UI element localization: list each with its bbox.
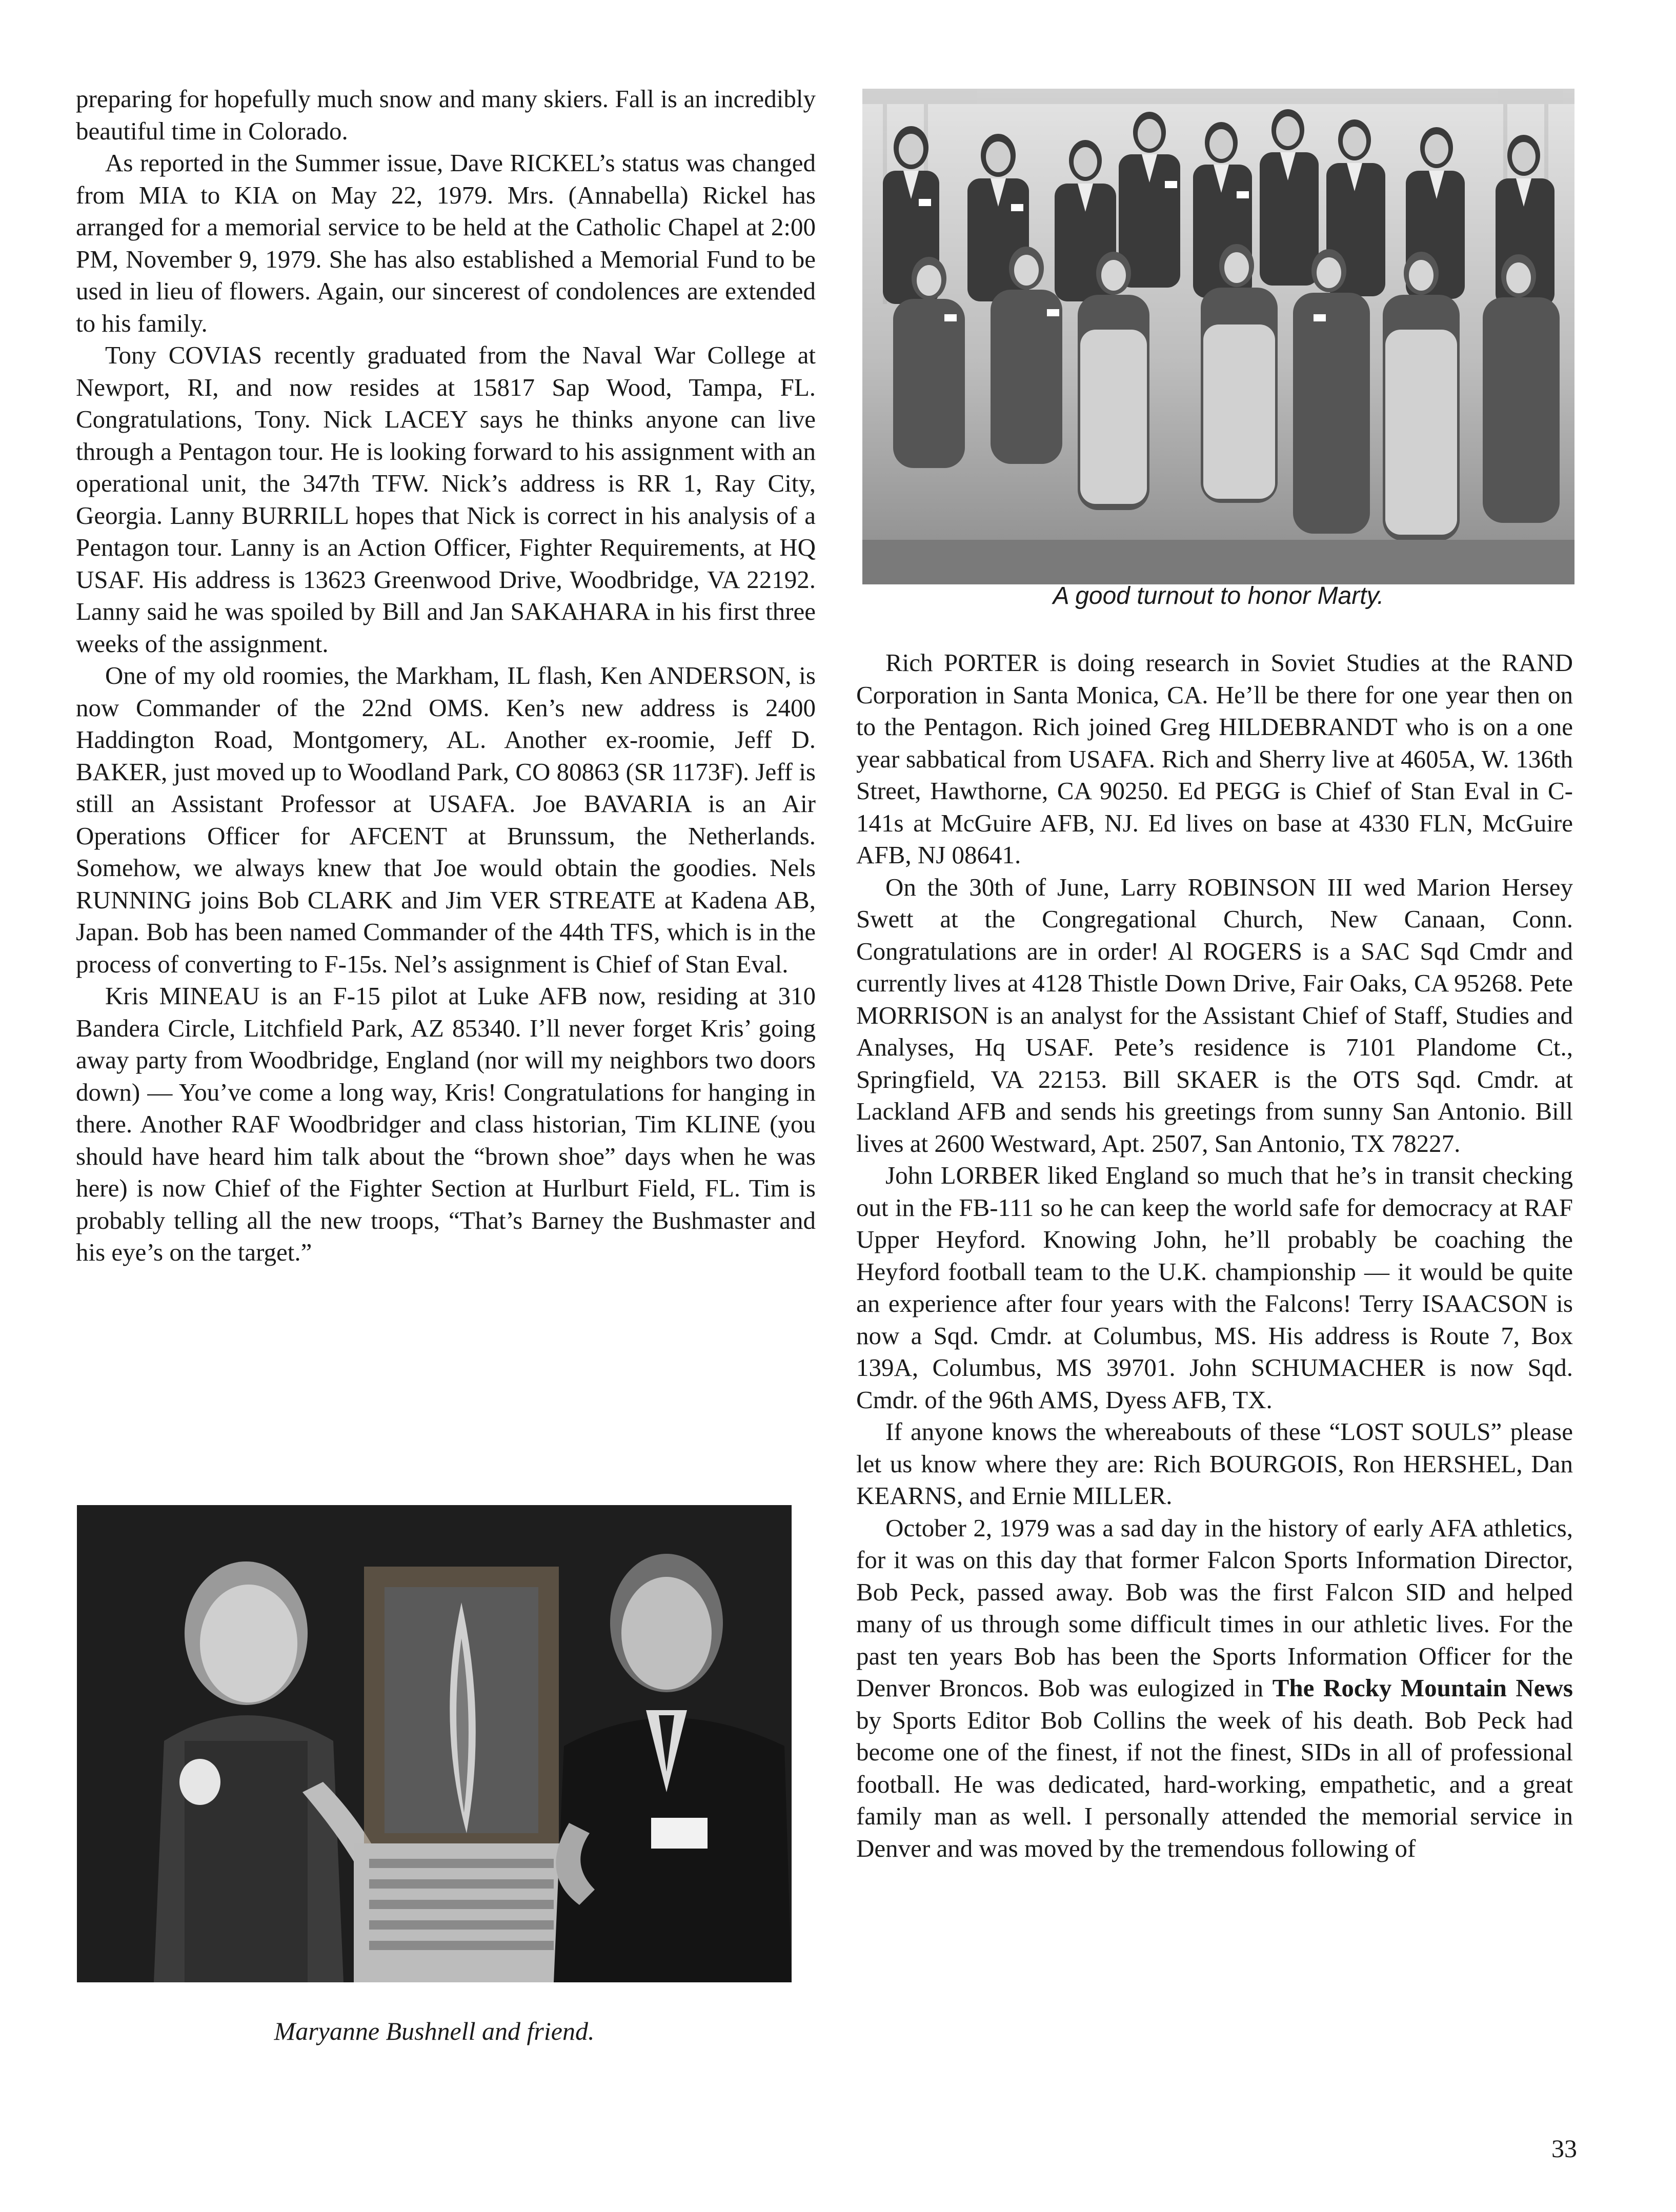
paragraph-text: by Sports Editor Bob Collins the week of his death. Bob Peck had become one of the finest, if not the finest, SIDs in all of professional football. He was dedicated, hard-working, empathetic, and a great family man as well. I personally attended the memorial service in Denver and was moved by the tremendous following of [856, 1706, 1573, 1862]
group-photo [862, 89, 1574, 584]
trophy-photo-image [77, 1505, 792, 1982]
trophy-photo [77, 1505, 792, 1982]
paragraph: preparing for hopefully much snow and many skiers. Fall is an incredibly beautiful time in Colorado. [76, 85, 816, 145]
paragraph: If anyone knows the whereabouts of these “LOST SOULS” please let us know where they are: Rich BOURGOIS, Ron HERSHEL, Dan KEARNS, and Ernie MILLER. [856, 1417, 1573, 1510]
paragraph-bob-peck [856, 1512, 1573, 1865]
right-column-text [856, 647, 1573, 1864]
newspaper-title: The Rocky Mountain News [1272, 1674, 1573, 1702]
group-photo-caption: A good turnout to honor Marty. [1053, 582, 1384, 610]
paragraph: On the 30th of June, Larry ROBINSON III wed Marion Hersey Swett at the Congregational Church, New Canaan, Conn. Congratulations are in order! Al ROGERS is a SAC Sqd Cmdr and currently lives at 4128 Thistle Down Drive, Fair Oaks, CA 95268. Pete MORRISON is an analyst for the Assistant Chief of Staff, Studies and Analyses, Hq USAF. Pete’s residence is 7101 Plandome Ct., Springfield, VA 22153. Bill SKAER is the OTS Sqd. Cmdr. at Lackland AFB and sends his greetings from sunny San Antonio. Bill lives at 2600 Westward, Apt. 2507, San Antonio, TX 78227. [856, 872, 1573, 1158]
paragraph: As reported in the Summer issue, Dave RICKEL’s status was changed from MIA to KIA on May 22, 1979. Mrs. (Annabella) Rickel has arranged for a memorial service to be held at the Catholic Chapel at 2:00 PM, November 9, 1979. She has also established a Memorial Fund to be used in lieu of flowers. Again, our sincerest of condolences are extended to his family. [76, 149, 816, 337]
paragraph: Kris MINEAU is an F-15 pilot at Luke AFB now, residing at 310 Bandera Circle, Litchfield Park, AZ 85340. I’ll never forget Kris’ going away party from Woodbridge, England (nor will my neighbors two doors down) — You’ve come a long way, Kris! Congratulations for hanging in there. Another RAF Woodbridger and class historian, Tim KLINE (you should have heard him talk about the “brown shoe” days when he was here) is now Chief of the Fighter Section at Hurlburt Field, FL. Tim is probably telling all the new troops, “That’s Barney the Bushmaster and his eye’s on the target.” [76, 982, 816, 1266]
paragraph: John LORBER liked England so much that he’s in transit checking out in the FB-111 so he can keep the world safe for democracy at RAF Upper Heyford. Knowing John, he’ll probably be coaching the Heyford football team to the U.K. championship — it would be quite an experience after four years with the Falcons! Terry ISAACSON is now a Sqd. Cmdr. at Columbus, MS. His address is Route 7, Box 139A, Columbus, MS 39701. John SCHUMACHER is now Sqd. Cmdr. of the 96th AMS, Dyess AFB, TX. [856, 1161, 1573, 1414]
trophy-photo-caption: Maryanne Bushnell and friend. [274, 2017, 595, 2045]
paragraph: Tony COVIAS recently graduated from the Naval War College at Newport, RI, and now resides at 15817 Sap Wood, Tampa, FL. Congratulations, Tony. Nick LACEY says he thinks anyone can live through a Pentagon tour. He is looking forward to his assignment with an operational unit, the 347th TFW. Nick’s address is RR 1, Ray City, Georgia. Lanny BURRILL hopes that Nick is correct in his analysis of a Pentagon tour. Lanny is an Action Officer, Fighter Requirements, at HQ USAF. His address is 13623 Greenwood Drive, Woodbridge, VA 22192. Lanny said he was spoiled by Bill and Jan SAKAHARA in his first three weeks of the assignment. [76, 341, 816, 658]
paragraph-text: October 2, 1979 was a sad day in the history of early AFA athletics, for it was on this day that former Falcon Sports Information Director, Bob Peck, passed away. Bob was the first Falcon SID and helped many of us through some difficult times in our athletic lives. For the past ten years Bob has been the Sports Information Officer for the Denver Broncos. Bob was eulogized in [856, 1513, 1573, 1702]
paragraph: One of my old roomies, the Markham, IL flash, Ken ANDERSON, is now Commander of the 22nd OMS. Ken’s new address is 2400 Haddington Road, Montgomery, AL. Another ex-roomie, Jeff D. BAKER, just moved up to Woodland Park, CO 80863 (SR 1173F). Jeff is still an Assistant Professor at USAFA. Joe BAVARIA is an Air Operations Officer for AFCENT at Brunssum, the Netherlands. Somehow, we always knew that Joe would obtain the goodies. Nels RUNNING joins Bob CLARK and Jim VER STREATE at Kadena AB, Japan. Bob has been named Commander of the 44th TFS, which is in the process of converting to F-15s. Nel’s assignment is Chief of Stan Eval. [76, 661, 816, 978]
paragraph: Rich PORTER is doing research in Soviet Studies at the RAND Corporation in Santa Monica, CA. He’ll be there for one year then on to the Pentagon. Rich joined Greg HILDEBRANDT who is on a one year sabbatical from USAFA. Rich and Sherry live at 4605A, W. 136th Street, Hawthorne, CA 90250. Ed PEGG is Chief of Stan Eval in C-141s at McGuire AFB, NJ. Ed lives on base at 4330 FLN, McGuire AFB, NJ 08641. [856, 648, 1573, 869]
page-number: 33 [1551, 2134, 1577, 2163]
group-photo-image [862, 89, 1574, 584]
left-column-text [76, 83, 816, 1269]
